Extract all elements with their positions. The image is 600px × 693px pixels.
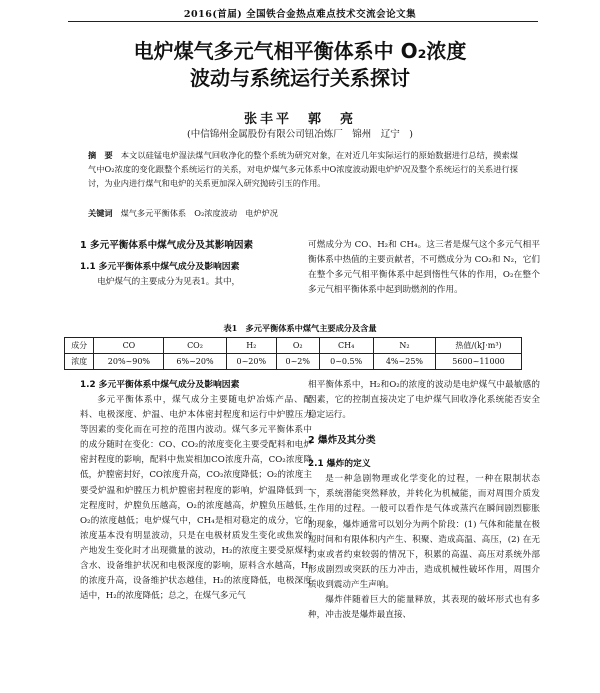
table-cell: 浓度 — [65, 354, 94, 370]
table-header-cell: CO — [94, 338, 164, 354]
table-cell: 0~2% — [277, 354, 320, 370]
gas-composition-table — [64, 337, 522, 370]
right-mid-paragraph: 相平衡体系中，H₂和O₂的浓度的波动是电炉煤气中最敏感的因素，它的控制直接决定了电炉煤气回收净化系统能否安全稳定运行。 — [308, 380, 540, 421]
abstract-label: 摘 要 — [88, 150, 113, 160]
section-2-1-heading: 2.1 爆炸的定义 — [308, 459, 371, 470]
section-1-1-paragraph: 电炉煤气的主要成分为见表1。其中， — [97, 277, 241, 287]
abstract-text: 本文以硅锰电炉湿法煤气回收净化的整个系统为研究对象，在对近几年实际运行的原始数据进行总结，摸索煤气中O₂浓度的变化跟整个系统运行的关系，对电炉煤气多元体系中O浓度波动跟电炉炉况及整个系统运行的关系进行探讨，为业内进行煤气和电炉的关系更加深入研究抛砖引玉的作用。 — [88, 150, 518, 188]
table-cell: 6%~20% — [164, 354, 226, 370]
running-header: 2016(首届) 全国铁合金热点难点技术交流会论文集 — [183, 9, 417, 20]
table-header-cell: 成分 — [65, 338, 94, 354]
table-cell: 0~20% — [226, 354, 276, 370]
table-header-cell: O₂ — [277, 338, 320, 354]
table-header-cell: 热值/(kJ·m³) — [436, 338, 522, 354]
section-1-2-heading: 1.2 多元平衡体系中煤气成分及影响因素 — [80, 380, 240, 390]
table-header-cell: CO₂ — [164, 338, 226, 354]
upper-right-column — [308, 238, 540, 298]
table-cell: 4%~25% — [373, 354, 435, 370]
abstract — [88, 148, 518, 190]
keywords — [88, 206, 518, 220]
lower-right-column — [308, 378, 540, 623]
authors: 张丰平 郭 亮 — [243, 112, 356, 127]
keywords-text: 煤气多元平衡体系 O₂浓度波动 电炉炉况 — [120, 208, 278, 218]
paper-title-line1: 电炉煤气多元气相平衡体系中 O₂浓度 — [133, 39, 467, 63]
paper-title-line2: 波动与系统运行关系探讨 — [190, 66, 410, 90]
upper-left-column — [80, 238, 312, 290]
keywords-label: 关键词 — [88, 208, 113, 218]
section-1-heading: 1 多元平衡体系中煤气成分及其影响因素 — [80, 240, 254, 251]
table-cell: 0~0.5% — [319, 354, 373, 370]
table-cell: 20%~90% — [94, 354, 164, 370]
section-1-2-paragraph: 多元平衡体系中，煤气成分主要随电炉冶炼产品、配料、电极深度、炉温、电炉本体密封程度和运行中炉膛压力等因素的变化而在可控的范围内波动。煤气多元平衡体系中的成分随时在变化：CO、CO₂的浓度变化主要受配料和电炉密封程度的影响，配料中焦炭相加CO浓度升高，CO₂浓度降低，炉膛密封好，CO浓度升高，CO₂浓度降低；O₂的浓度主要受炉温和炉膛压力机炉膛密封程度的影响，炉温降低到一定程度时，炉膛负压越高，O₂的浓度越高，炉膛负压越低，O₂的浓度越低；电炉煤气中，CH₄是相对稳定的成分，它的浓度基本没有明显波动，只是在电极材质发生变化或焦炭的产地发生变化时才出现微量的波动，H₂的浓度主要受原煤料含水、设备维护状况和电极深度的影响，原料含水越高，H₂的浓度升高，设备维护状态越佳，H₂的浓度降低，电极深度适中，H₂的浓度降低；总之，在煤气多元气 — [80, 395, 312, 602]
affiliation: (中信锦州金属股份有限公司钮冶炼厂 锦州 辽宁 ) — [187, 129, 413, 140]
section-1-1-heading: 1.1 多元平衡体系中煤气成分及影响因素 — [80, 262, 240, 272]
table-header-cell: H₂ — [226, 338, 276, 354]
section-2-1-paragraph: 是一种急剧物理或化学变化的过程，一种在限制状态下，系统潜能突然释放，并转化为机械能，而对周围介质发生作用的过程。一般可以看作是气体或蒸汽在瞬间剧烈膨胀的现象，爆炸通常可以划分为两个阶段：(1) 气体和能量在极短时间和有限体积内产生、积聚、造成高温、高压，(2) 在无约束或者约束较弱的情况下，积累的高温、高压对系统外部形成剧烈或突跃的压力冲击，造成机械性破坏作用，周围介质收到震动产生声响。 — [308, 474, 540, 590]
header-rule — [68, 21, 538, 22]
section-2-1-paragraph-2: 爆炸伴随着巨大的能量释放，其表现的破坏形式也有多种，冲击波是爆炸最直接、 — [308, 595, 540, 621]
table-caption: 表1 多元平衡体系中煤气主要成分及含量 — [223, 323, 377, 333]
table-header-row — [65, 338, 522, 354]
table-cell: 5600~11000 — [436, 354, 522, 370]
section-2-heading: 2 爆炸及其分类 — [308, 435, 376, 447]
lower-left-column — [80, 378, 312, 604]
right-top-paragraph: 可燃成分为 CO、H₂和 CH₄。这三者是煤气这个多元气相平衡体系中热值的主要贡献者，不可燃成分为 CO₂和 N₂，它们在整个多元气相平衡体系中起到惰性气体的作用，O₂在整个多元气相平衡体系中起到助燃剂的作用。 — [308, 240, 540, 296]
table-header-cell: CH₄ — [319, 338, 373, 354]
table-header-cell: N₂ — [373, 338, 435, 354]
table-row — [65, 354, 522, 370]
